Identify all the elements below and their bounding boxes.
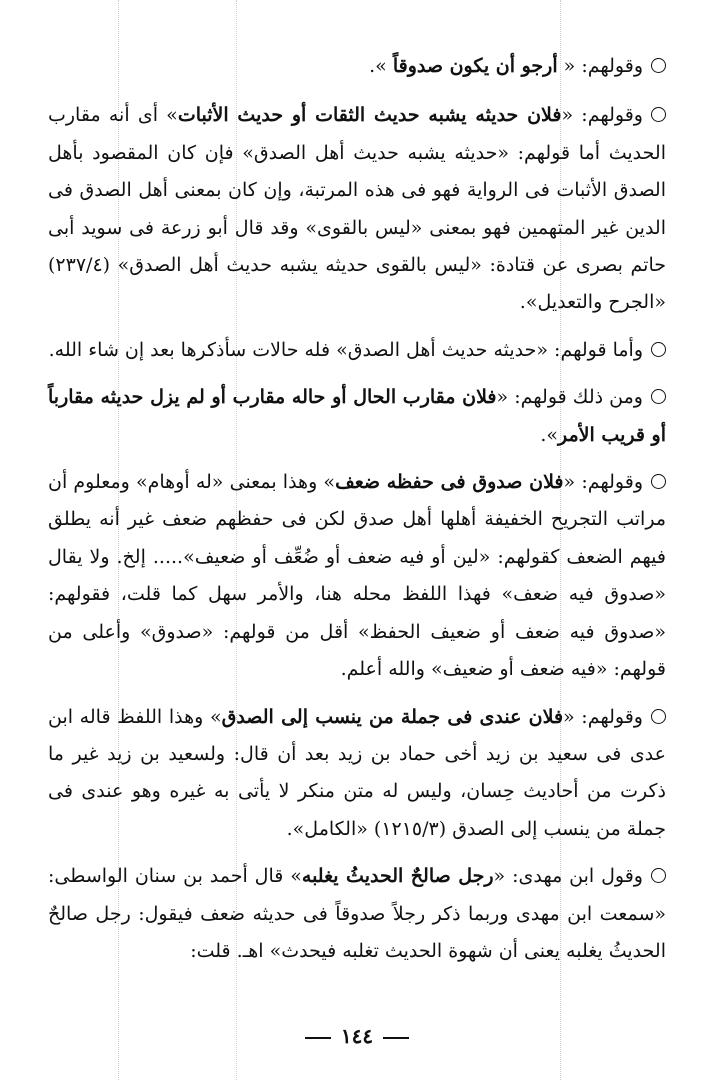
paragraph-text: وقول ابن مهدى: « [493, 865, 643, 888]
paragraph [48, 332, 666, 369]
paragraph-text: » أى أنه مقارب الحديث أما قولهم: «حديثه يشبه حديث أهل الصدق» فإن كان المقصود بأهل الصدق الأثبات فى الرواية فهو فى هذه المرتبة، وإن كان بمعنى أهل الصدق فى الدين غير المتهمين فهو بمعنى «ليس بالقوى» وقد قال أبو زرعة فى سويد أبى حاتم بصرى عن قتادة: «ليس بالقوى حديثه يشبه حديث أهل الصدق» (٢٣٧/٤) «الجرح والتعديل». [48, 104, 666, 314]
bold-term: فلان عندى فى جملة من ينسب إلى الصدق [221, 705, 564, 728]
page-footer [0, 1024, 714, 1048]
paragraph-text: ». [369, 55, 393, 77]
paragraph [48, 48, 666, 85]
paragraph-text: وقولهم: « [561, 104, 643, 127]
bold-term: أرجو أن يكون صدوقاً [392, 55, 558, 77]
bold-term: رجل صالحٌ الحديثُ يغلبه [301, 865, 494, 888]
paragraph [48, 858, 666, 970]
paragraph-text: وقولهم: « [563, 471, 643, 494]
bold-term: فلان صدوق فى حفظه ضعف [335, 471, 564, 494]
paragraph-text: ». [540, 423, 559, 446]
footer-dash-right [383, 1037, 409, 1039]
circle-bullet-icon [651, 58, 666, 73]
paragraph-text: وقولهم: « [557, 55, 643, 77]
paragraph [48, 699, 666, 849]
footer-dash-left [305, 1037, 331, 1039]
paragraph-text: وأما قولهم: «حديثه حديث أهل الصدق» فله حالات سأذكرها بعد إن شاء الله. [48, 338, 643, 361]
paragraph-text: » وهذا بمعنى «له أوهام» ومعلوم أن مراتب التجريح الخفيفة أهلها أهل صدق لكن فى حفظهم ضعف غير أنه يطلق فيهم الضعف كقولهم: «لين أو فيه ضعف أو ضُعِّف أو ضعيف»..... إلخ. ولا يقال «صدوق فيه ضعف» فهذا اللفظ محله هنا، والأمر سهل كما قلت، فقولهم: «صدوق فيه ضعف أو ضعيف الحفظ» أقل من قولهم: «صدوق» وأعلى من قولهم: «فيه ضعف أو ضعيف» والله أعلم. [48, 471, 666, 681]
circle-bullet-icon [651, 107, 666, 122]
circle-bullet-icon [651, 342, 666, 357]
circle-bullet-icon [651, 709, 666, 724]
bold-term: فلان مقارب الحال أو حاله مقارب أو لم يزل حديثه مقارباً أو قريب الأمر [48, 386, 666, 446]
paragraph-text: » قال أحمد بن سنان الواسطى: «سمعت ابن مهدى وربما ذكر رجلاً صدوقاً فى حديثه ضعف فيقول: رجل صالحٌ الحديثُ يغلبه يعنى أن شهوة الحديث تغلبه فيحدث» اهـ. قلت: [48, 865, 666, 962]
bold-term: فلان حديثه يشبه حديث الثقات أو حديث الأثبات [177, 104, 562, 127]
circle-bullet-icon [651, 868, 666, 883]
circle-bullet-icon [651, 474, 666, 489]
circle-bullet-icon [651, 389, 666, 404]
paragraph-text: ومن ذلك قولهم: « [496, 386, 643, 409]
paragraph [48, 379, 666, 454]
paragraph-text: » وهذا اللفظ قاله ابن عدى فى سعيد بن زيد أخى حماد بن زيد بعد أن قال: ولسعيد بن زيد غير ما ذكرت من أحاديث حِسان، وليس له متن منكر لا يأتى به غيره وهو عندى فى جملة من ينسب إلى الصدق (١٢١٥/٣) «الكامل». [48, 705, 666, 840]
paragraph [48, 464, 666, 688]
paragraph-text: وقولهم: « [563, 705, 643, 728]
page-number: ١٤٤ [340, 1024, 374, 1048]
paragraph [48, 97, 666, 321]
page-body [48, 48, 666, 980]
